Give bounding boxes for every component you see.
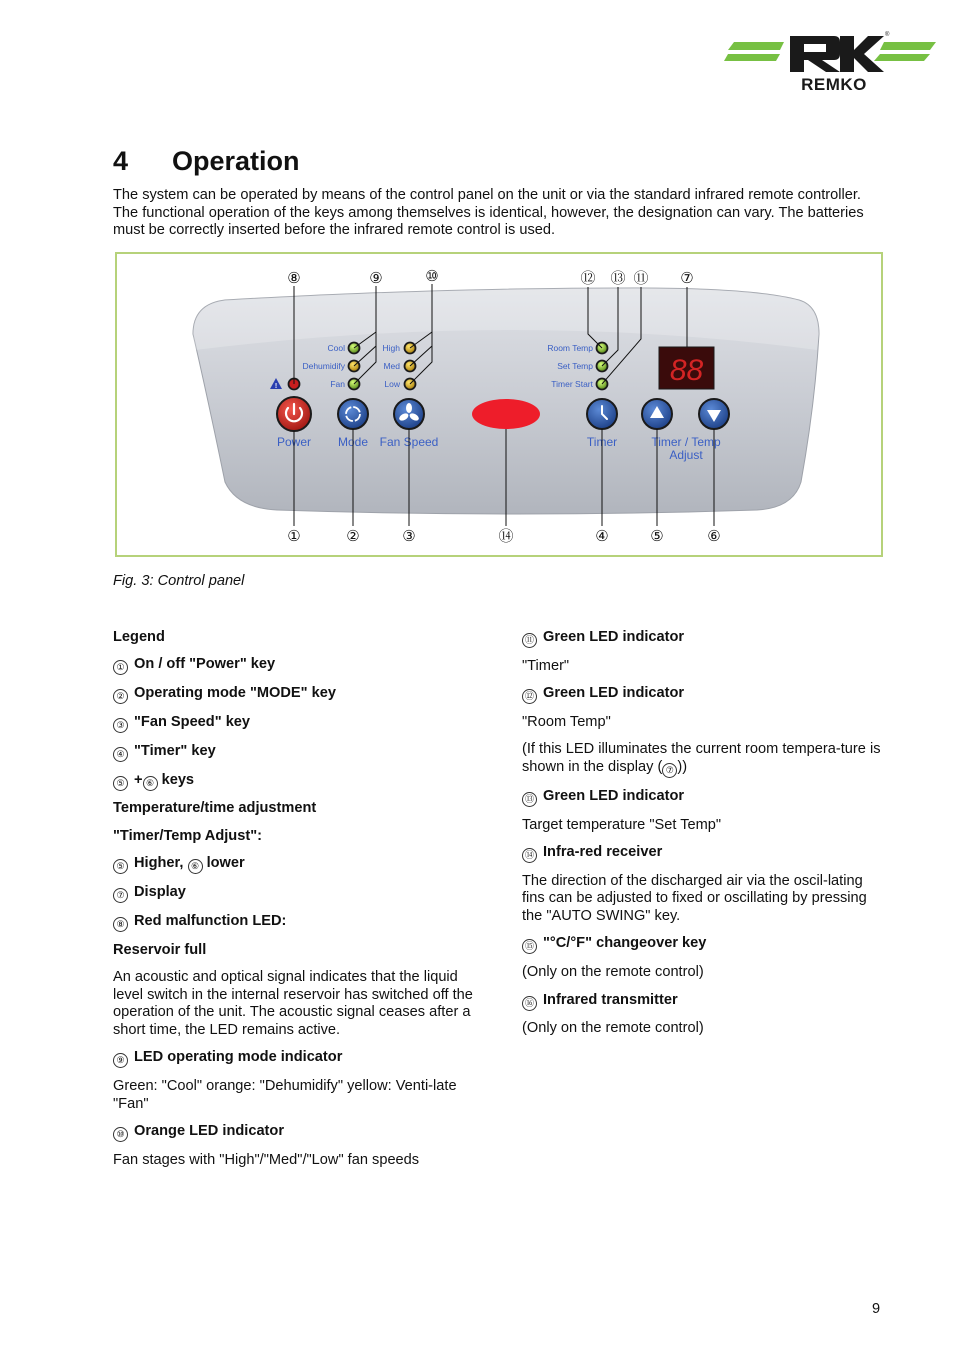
mode-label: Mode (337, 435, 369, 449)
page-number: 9 (872, 1301, 881, 1317)
led-label-room-temp: Room Temp (547, 343, 593, 353)
svg-text:!: ! (274, 383, 278, 390)
callout-3: ③ (402, 528, 416, 545)
infrared-receiver (472, 399, 540, 429)
brand-name: REMKO (801, 75, 867, 94)
legend-text: keys (157, 771, 195, 788)
legend-number: ② (113, 689, 128, 704)
legend-number: ⑭ (522, 848, 537, 863)
legend-text: LED operating mode indicator (134, 1049, 343, 1066)
callout-10: ⑩ (425, 268, 439, 285)
legend-text: The direction of the discharged air via the oscil-lating fins can be adjusted to fixed or oscillating by pressing the "AUTO SWING" key. (522, 872, 867, 924)
legend-left-column (113, 629, 473, 1169)
callout-11: ⑪ (633, 270, 649, 287)
legend-text: "Timer" (522, 657, 570, 674)
legend-number: ⑩ (113, 1127, 128, 1142)
legend-text: "Timer/Temp Adjust": (113, 827, 262, 844)
legend-number: ⑯ (522, 996, 537, 1011)
legend-item (522, 992, 882, 1011)
legend-item (522, 714, 882, 732)
legend-text: Temperature/time adjustment (113, 800, 317, 817)
legend-text: Green LED indicator (543, 685, 685, 702)
legend-item (113, 656, 473, 675)
legend-item (113, 1049, 473, 1068)
callout-13: ⑬ (610, 270, 626, 287)
legend-text: Green LED indicator (543, 787, 685, 804)
legend-number: ⑫ (522, 689, 537, 704)
legend-item (113, 743, 473, 762)
callout-7: ⑦ (680, 270, 694, 287)
led-label-timer-start: Timer Start (551, 379, 593, 389)
legend-number: ⑥ (188, 859, 203, 874)
timer-temp-label: Timer / Temp (651, 435, 721, 449)
legend-number: ④ (113, 747, 128, 762)
intro-paragraph: The system can be operated by means of the control panel on the unit or via the standard infrared remote controller. The functional operation of the keys among themselves is identical, however, the designation can vary. The batteries must be correctly inserted before the infrared remote control is used. (113, 187, 864, 239)
legend-text: Green LED indicator (543, 629, 685, 645)
down-button[interactable] (699, 399, 729, 429)
legend-item (522, 935, 882, 954)
legend-text: Green: "Cool" orange: "Dehumidify" yellow: Venti-late "Fan" (113, 1077, 457, 1112)
legend-item (522, 1020, 882, 1038)
legend-item (522, 741, 882, 778)
legend-number: ⑤ (113, 776, 128, 791)
legend-text: "Fan Speed" key (134, 713, 251, 730)
legend-item (113, 942, 473, 960)
legend-item (522, 844, 882, 863)
legend-number: ③ (113, 718, 128, 733)
led-label-set-temp: Set Temp (557, 361, 593, 371)
section-number: 4 (113, 146, 129, 176)
legend-item (113, 828, 473, 846)
callout-9: ⑨ (369, 270, 383, 287)
legend-item (522, 629, 882, 648)
legend-text: )) (677, 758, 688, 775)
callout-8: ⑧ (287, 270, 301, 287)
adjust-label: Adjust (669, 448, 703, 462)
legend-item (113, 800, 473, 818)
svg-text:®: ® (885, 32, 890, 38)
legend-number: ⑧ (113, 917, 128, 932)
led-label-fan: Fan (330, 379, 345, 389)
legend-item (522, 873, 882, 926)
up-button[interactable] (642, 399, 672, 429)
legend-text: Red malfunction LED: (134, 912, 287, 929)
legend-item (522, 964, 882, 982)
legend-number: ⑪ (522, 633, 537, 648)
legend-right-column (522, 629, 882, 1038)
legend-text: (Only on the remote control) (522, 964, 704, 981)
legend-text: Infra-red receiver (543, 843, 663, 860)
led-label-high: High (382, 343, 400, 353)
led-label-cool: Cool (327, 343, 345, 353)
legend-text: (Only on the remote control) (522, 1020, 704, 1037)
legend-number: ⑤ (113, 859, 128, 874)
legend-text: Target temperature "Set Temp" (522, 816, 722, 833)
timer-label: Timer (586, 435, 618, 449)
legend-number: ⑦ (113, 888, 128, 903)
temperature-display (659, 347, 714, 389)
legend-text: Reservoir full (113, 941, 207, 958)
legend-item (113, 884, 473, 903)
legend-text: Orange LED indicator (134, 1122, 285, 1139)
callout-12: ⑫ (580, 270, 596, 287)
legend-item (113, 1123, 473, 1142)
legend-text: lower (202, 855, 245, 872)
led-label-dehumidify: Dehumidify (302, 361, 345, 371)
legend-item (522, 658, 882, 676)
legend-text: An acoustic and optical signal indicates that the liquid level switch in the internal reservoir has switched off the operation of the unit. The acoustic signal ceases after a short time, the LED remains active. (113, 968, 473, 1038)
legend-number: ⑥ (143, 776, 158, 791)
legend-text: Display (134, 883, 186, 900)
legend-item (113, 629, 473, 647)
legend-text: Infrared transmitter (543, 991, 678, 1008)
callout-6: ⑥ (707, 528, 721, 545)
legend-text: "°C/°F" changeover key (543, 935, 707, 952)
callout-4: ④ (595, 528, 609, 545)
legend-text: "Room Temp" (522, 713, 611, 730)
control-panel-figure (115, 252, 883, 557)
section-title: Operation (172, 146, 300, 176)
callout-1: ① (287, 528, 301, 545)
legend-item (113, 855, 473, 874)
legend-item (522, 788, 882, 807)
legend-item (522, 685, 882, 704)
legend-number: ⑮ (522, 939, 537, 954)
legend-item (113, 772, 473, 791)
callout-5: ⑤ (650, 528, 664, 545)
power-label: Power (276, 435, 312, 449)
fan-speed-label: Fan Speed (379, 435, 439, 449)
legend-number: ⑬ (522, 792, 537, 807)
legend-text: On / off "Power" key (134, 656, 276, 673)
legend-text: (If this LED illuminates the current room tempera-ture is shown in the display ( (522, 741, 881, 775)
legend-item (113, 913, 473, 932)
legend-number: ① (113, 660, 128, 675)
led-label-low: Low (384, 379, 400, 389)
legend-item (522, 817, 882, 835)
display-value: 88 (669, 354, 704, 387)
section-heading (113, 146, 873, 182)
legend-text: Legend (113, 629, 165, 645)
legend-text: + (134, 771, 143, 788)
legend-number: ⑦ (662, 763, 677, 778)
led-group-temp (547, 343, 607, 390)
legend-text: Fan stages with "High"/"Med"/"Low" fan speeds (113, 1151, 420, 1168)
remko-logo (724, 28, 938, 94)
legend-item (113, 685, 473, 704)
legend-item (113, 714, 473, 733)
legend-text: Operating mode "MODE" key (134, 685, 336, 702)
legend-text: Higher, (134, 855, 188, 872)
callout-2: ② (346, 528, 360, 545)
legend-item (113, 1078, 473, 1113)
legend-item (113, 969, 473, 1039)
legend-number: ⑨ (113, 1053, 128, 1068)
figure-caption: Fig. 3: Control panel (113, 573, 245, 589)
legend-item (113, 1152, 473, 1170)
callout-14: ⑭ (498, 528, 514, 545)
legend-text: "Timer" key (134, 742, 216, 759)
led-label-med: Med (383, 361, 400, 371)
